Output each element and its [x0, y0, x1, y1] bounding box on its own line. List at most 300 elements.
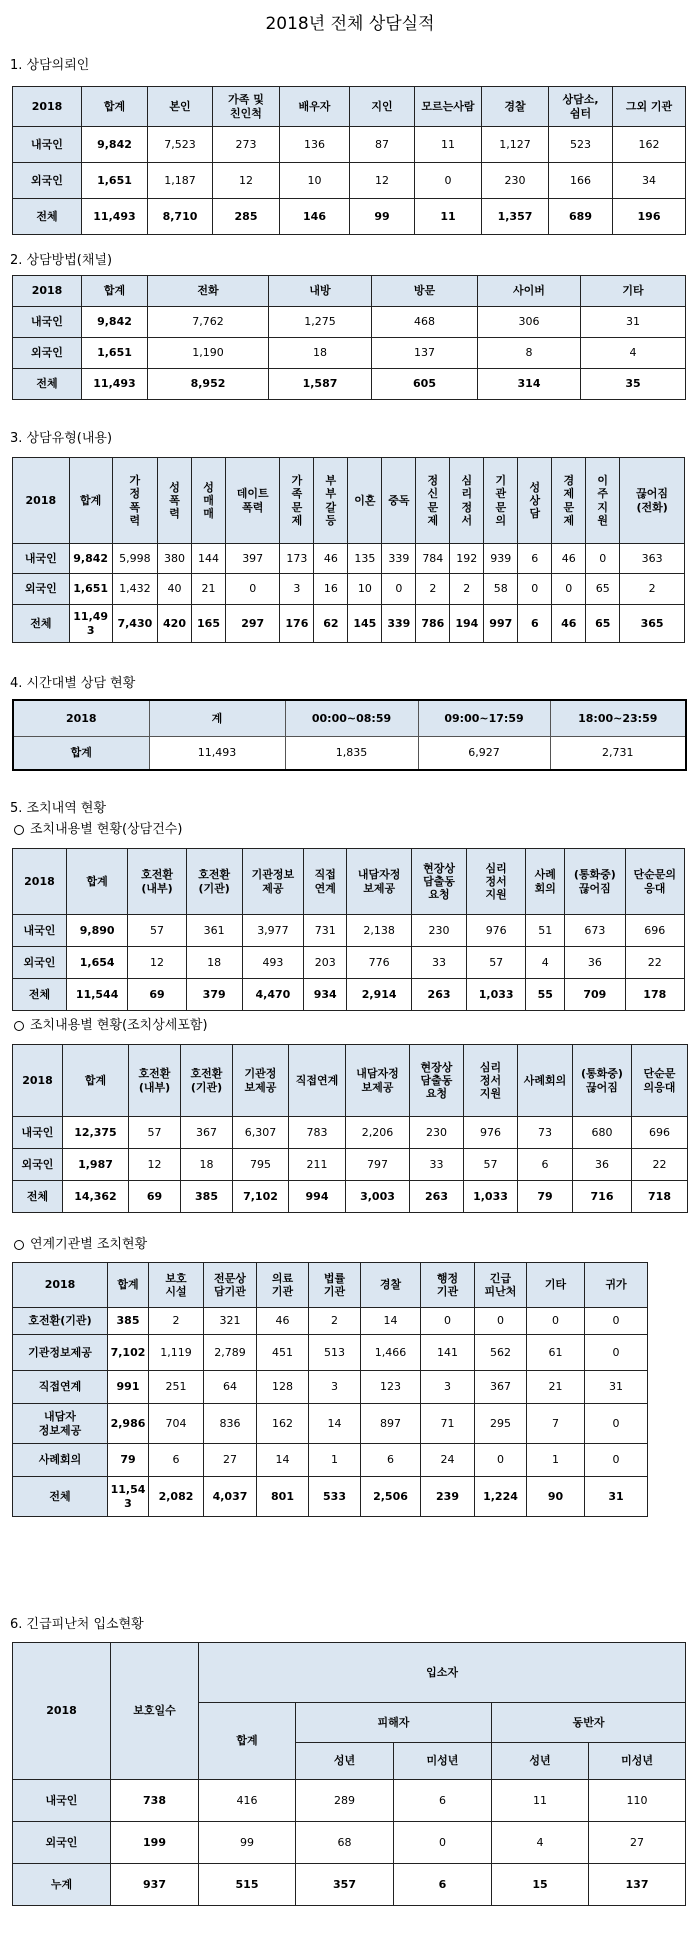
table-cell: 0	[475, 1444, 527, 1477]
header-cell: 내방	[269, 276, 372, 307]
header-cell: 기관정보 제공	[242, 849, 303, 915]
table-cell: 144	[192, 544, 226, 574]
table-row	[13, 307, 686, 338]
table-cell: 7,430	[112, 605, 157, 643]
table-cell: 716	[573, 1181, 632, 1213]
table-cell: 6	[518, 605, 552, 643]
header-cell: (통화중) 끊어짐	[573, 1045, 632, 1117]
table-cell: 451	[257, 1335, 309, 1371]
table-cell: 110	[589, 1780, 686, 1822]
table-cell: 46	[257, 1308, 309, 1335]
header-cell: 경찰	[361, 1263, 421, 1308]
table-cell: 0	[518, 574, 552, 605]
table-cell: 7,523	[148, 127, 213, 163]
table-cell: 14,362	[63, 1181, 129, 1213]
table-cell: 0	[585, 1444, 648, 1477]
table-cell: 0	[226, 574, 280, 605]
table-cell: 562	[475, 1335, 527, 1371]
table-cell: 365	[620, 605, 685, 643]
table-cell: 12	[350, 163, 415, 199]
table-cell: 1,119	[149, 1335, 204, 1371]
table-row	[13, 1181, 688, 1213]
table-cell: 11	[415, 199, 482, 235]
table-cell: 1,187	[148, 163, 213, 199]
header-cell: 지인	[350, 87, 415, 127]
table-cell: 1,432	[112, 574, 157, 605]
table-cell: 1,357	[482, 199, 549, 235]
table-row	[13, 1444, 648, 1477]
header-victim-minor: 미성년	[394, 1743, 492, 1780]
table-cell: 33	[410, 1149, 464, 1181]
table-cell: 339	[382, 605, 416, 643]
table-cell: 2,206	[346, 1117, 410, 1149]
table-cell: 141	[421, 1335, 475, 1371]
table-cell: 79	[518, 1181, 573, 1213]
table-cell: 123	[361, 1371, 421, 1404]
table-cell: 689	[549, 199, 613, 235]
table-cell: 709	[565, 979, 625, 1011]
row-label-cell: 내국인	[13, 1780, 111, 1822]
table-cell: 62	[314, 605, 348, 643]
header-cell: 이 주 지 원	[586, 458, 620, 544]
table-cell: 9,842	[82, 307, 148, 338]
table-cell: 57	[129, 1117, 181, 1149]
header-cell: 가 정 폭 력	[112, 458, 157, 544]
table-cell: 3	[309, 1371, 361, 1404]
table-cell: 1,651	[82, 163, 148, 199]
table-cell: 339	[382, 544, 416, 574]
row-label-cell: 기관정보제공	[13, 1335, 108, 1371]
subheading-action-count	[14, 818, 182, 837]
row-label-cell: 외국인	[13, 163, 82, 199]
table-cell: 385	[181, 1181, 233, 1213]
header-cell: 경찰	[482, 87, 549, 127]
header-cell: 보호 시설	[149, 1263, 204, 1308]
header-cell: 심 리 정 서	[450, 458, 484, 544]
table-cell: 7	[527, 1404, 585, 1444]
table-cell: 1,587	[269, 369, 372, 400]
table-cell: 73	[518, 1117, 573, 1149]
table-cell: 55	[526, 979, 565, 1011]
table-cell: 9,890	[66, 915, 127, 947]
table-row	[13, 1335, 648, 1371]
header-total: 합계	[199, 1703, 296, 1780]
table-cell: 11	[492, 1780, 589, 1822]
table-cell: 680	[573, 1117, 632, 1149]
header-cell: 성 폭 력	[158, 458, 192, 544]
table-cell: 99	[350, 199, 415, 235]
header-cell: 호전환 (내부)	[128, 849, 186, 915]
table-cell: 87	[350, 127, 415, 163]
header-cell: 직접연계	[289, 1045, 346, 1117]
table-cell: 493	[242, 947, 303, 979]
table-cell: 40	[158, 574, 192, 605]
table-cell: 2,986	[108, 1404, 149, 1444]
table-cell: 673	[565, 915, 625, 947]
table-cell: 420	[158, 605, 192, 643]
table-cell: 515	[199, 1864, 296, 1906]
table-cell: 165	[192, 605, 226, 643]
table-cell: 397	[226, 544, 280, 574]
table-cell: 2,082	[149, 1477, 204, 1517]
table-cell: 468	[372, 307, 478, 338]
table-row	[13, 1404, 648, 1444]
header-cell: 합계	[82, 87, 148, 127]
table-cell: 11,493	[82, 369, 148, 400]
header-cell: 기타	[581, 276, 686, 307]
table-cell: 934	[304, 979, 347, 1011]
table-row	[13, 1371, 648, 1404]
table-cell: 34	[613, 163, 686, 199]
table-cell: 704	[149, 1404, 204, 1444]
header-cell: 기타	[527, 1263, 585, 1308]
table-cell: 3	[421, 1371, 475, 1404]
table-cell: 18	[181, 1149, 233, 1181]
table-cell: 46	[314, 544, 348, 574]
header-row	[13, 849, 685, 915]
table-cell: 3,003	[346, 1181, 410, 1213]
header-row	[13, 87, 686, 127]
table-cell: 35	[581, 369, 686, 400]
table-cell: 783	[289, 1117, 346, 1149]
table-cell: 11,544	[66, 979, 127, 1011]
header-cell: 법률 기관	[309, 1263, 361, 1308]
header-cell: 합계	[66, 849, 127, 915]
table-cell: 797	[346, 1149, 410, 1181]
table-cell: 361	[186, 915, 242, 947]
header-cell: 행정 기관	[421, 1263, 475, 1308]
table-cell: 523	[549, 127, 613, 163]
table-row	[13, 163, 686, 199]
table-cell: 176	[280, 605, 314, 643]
header-cell: 현장상 담출동 요청	[410, 1045, 464, 1117]
row-label-cell: 전체	[13, 979, 67, 1011]
table-cell: 4	[581, 338, 686, 369]
header-cell: 호전환 (기관)	[181, 1045, 233, 1117]
table-cell: 18	[186, 947, 242, 979]
table-cell: 1	[309, 1444, 361, 1477]
table-cell: 21	[527, 1371, 585, 1404]
header-cell: 합계	[108, 1263, 149, 1308]
table-cell: 6	[394, 1864, 492, 1906]
header-victim: 피해자	[296, 1703, 492, 1743]
table-cell: 285	[213, 199, 280, 235]
table-cell: 2	[149, 1308, 204, 1335]
table-cell: 786	[416, 605, 450, 643]
table-cell: 6	[361, 1444, 421, 1477]
table-cell: 27	[204, 1444, 257, 1477]
subheading-action-detail	[14, 1014, 208, 1033]
table-cell: 6	[394, 1780, 492, 1822]
table-cell: 4	[526, 947, 565, 979]
header-cell: 계	[149, 700, 285, 736]
table-channel	[12, 275, 686, 400]
table-cell: 64	[204, 1371, 257, 1404]
table-cell: 1,224	[475, 1477, 527, 1517]
table-cell: 65	[586, 605, 620, 643]
table-cell: 784	[416, 544, 450, 574]
table-cell: 718	[632, 1181, 688, 1213]
table-cell: 367	[181, 1117, 233, 1149]
table-cell: 36	[565, 947, 625, 979]
header-cell: 이혼	[348, 458, 382, 544]
table-cell: 0	[585, 1308, 648, 1335]
table-cell: 0	[585, 1404, 648, 1444]
header-cell: 중독	[382, 458, 416, 544]
table-cell: 2,789	[204, 1335, 257, 1371]
table-cell: 203	[304, 947, 347, 979]
table-cell: 31	[581, 307, 686, 338]
header-cell: 내담자정 보제공	[347, 849, 412, 915]
table-cell: 8,710	[148, 199, 213, 235]
table-cell: 289	[296, 1780, 394, 1822]
table-cell: 0	[586, 544, 620, 574]
header-cell: 단순문 의응대	[632, 1045, 688, 1117]
header-cell: 긴급 피난처	[475, 1263, 527, 1308]
table-row	[13, 736, 686, 770]
table-cell: 738	[111, 1780, 199, 1822]
table-cell: 1	[527, 1444, 585, 1477]
table-row	[13, 574, 685, 605]
section-heading-requester: 1. 상담의뢰인	[10, 58, 90, 73]
table-cell: 46	[552, 605, 586, 643]
table-cell: 7,102	[108, 1335, 149, 1371]
table-cell: 58	[484, 574, 518, 605]
table-cell: 263	[412, 979, 467, 1011]
table-cell: 24	[421, 1444, 475, 1477]
header-cell: 2018	[13, 276, 82, 307]
table-cell: 146	[280, 199, 350, 235]
table-cell: 10	[348, 574, 382, 605]
table-row	[13, 369, 686, 400]
table-row	[13, 979, 685, 1011]
table-cell: 363	[620, 544, 685, 574]
table-cell: 976	[464, 1117, 518, 1149]
header-cell: 배우자	[280, 87, 350, 127]
header-cell: 심리 정서 지원	[464, 1045, 518, 1117]
table-cell: 0	[421, 1308, 475, 1335]
header-cell: 2018	[13, 849, 67, 915]
table-shelter	[12, 1642, 686, 1906]
table-cell: 731	[304, 915, 347, 947]
table-row	[13, 1149, 688, 1181]
table-cell: 939	[484, 544, 518, 574]
table-cell: 6,927	[418, 736, 550, 770]
table-row	[13, 338, 686, 369]
table-row	[13, 1308, 648, 1335]
header-cell: 합계	[82, 276, 148, 307]
table-cell: 4	[492, 1822, 589, 1864]
table-cell: 605	[372, 369, 478, 400]
table-cell: 65	[586, 574, 620, 605]
table-cell: 6	[149, 1444, 204, 1477]
header-cell: 그외 기관	[613, 87, 686, 127]
table-cell: 2,914	[347, 979, 412, 1011]
table-cell: 57	[467, 947, 526, 979]
circle-bullet-icon	[14, 1021, 24, 1031]
table-cell: 173	[280, 544, 314, 574]
table-cell: 251	[149, 1371, 204, 1404]
header-row	[13, 1045, 688, 1117]
table-cell: 14	[361, 1308, 421, 1335]
table-cell: 273	[213, 127, 280, 163]
table-cell: 8,952	[148, 369, 269, 400]
header-cell: 내담자정 보제공	[346, 1045, 410, 1117]
header-cell: 호전환 (기관)	[186, 849, 242, 915]
page-title: 2018년 전체 상담실적	[265, 14, 435, 34]
table-cell: 16	[314, 574, 348, 605]
table-cell: 776	[347, 947, 412, 979]
table-row	[13, 915, 685, 947]
table-cell: 57	[128, 915, 186, 947]
header-cell: 전문상 담기관	[204, 1263, 257, 1308]
subheading-linked-agency-text: 연계기관별 조치현황	[30, 1237, 148, 1252]
table-cell: 3	[280, 574, 314, 605]
table-cell: 295	[475, 1404, 527, 1444]
header-entrants: 입소자	[199, 1643, 686, 1703]
header-cell: 2018	[13, 87, 82, 127]
table-cell: 33	[412, 947, 467, 979]
table-cell: 1,466	[361, 1335, 421, 1371]
table-cell: 2	[450, 574, 484, 605]
table-cell: 230	[412, 915, 467, 947]
row-label-cell: 외국인	[13, 1149, 63, 1181]
table-cell: 976	[467, 915, 526, 947]
row-label-cell: 사례회의	[13, 1444, 108, 1477]
table-cell: 2,731	[550, 736, 686, 770]
header-cell: 사례회의	[518, 1045, 573, 1117]
header-companion-minor: 미성년	[589, 1743, 686, 1780]
header-cell: 2018	[13, 458, 70, 544]
table-row	[13, 1780, 686, 1822]
table-cell: 137	[372, 338, 478, 369]
table-time	[12, 699, 687, 771]
table-cell: 14	[309, 1404, 361, 1444]
row-label-cell: 전체	[13, 605, 70, 643]
table-cell: 14	[257, 1444, 309, 1477]
table-cell: 306	[478, 307, 581, 338]
table-cell: 5,998	[112, 544, 157, 574]
table-row	[13, 947, 685, 979]
table-cell: 385	[108, 1308, 149, 1335]
section-heading-time: 4. 시간대별 상담 현황	[10, 676, 136, 691]
table-cell: 12	[128, 947, 186, 979]
table-cell: 11,54 3	[108, 1477, 149, 1517]
table-cell: 57	[464, 1149, 518, 1181]
header-cell: 성 상 담	[518, 458, 552, 544]
table-cell: 1,190	[148, 338, 269, 369]
header-cell: 끊어짐 (전화)	[620, 458, 685, 544]
table-cell: 230	[482, 163, 549, 199]
table-cell: 2,506	[361, 1477, 421, 1517]
table-cell: 7,102	[233, 1181, 289, 1213]
header-cell: 경 제 문 제	[552, 458, 586, 544]
table-cell: 2	[416, 574, 450, 605]
row-label-cell: 전체	[13, 1477, 108, 1517]
table-requester	[12, 86, 686, 235]
header-protection-days: 보호일수	[111, 1643, 199, 1780]
row-label-cell: 전체	[13, 199, 82, 235]
table-cell: 2	[309, 1308, 361, 1335]
table-cell: 192	[450, 544, 484, 574]
table-cell: 79	[108, 1444, 149, 1477]
table-cell: 9,842	[82, 127, 148, 163]
row-label-cell: 합계	[13, 736, 149, 770]
table-cell: 69	[128, 979, 186, 1011]
table-cell: 533	[309, 1477, 361, 1517]
row-label-cell: 전체	[13, 369, 82, 400]
header-cell: 심리 정서 지원	[467, 849, 526, 915]
table-row	[13, 1477, 648, 1517]
table-cell: 0	[394, 1822, 492, 1864]
header-cell: 모르는사람	[415, 87, 482, 127]
table-cell: 801	[257, 1477, 309, 1517]
table-cell: 513	[309, 1335, 361, 1371]
table-cell: 4,037	[204, 1477, 257, 1517]
table-cell: 836	[204, 1404, 257, 1444]
table-cell: 1,127	[482, 127, 549, 163]
table-cell: 1,275	[269, 307, 372, 338]
row-label-cell: 내담자 정보제공	[13, 1404, 108, 1444]
table-cell: 11,493	[82, 199, 148, 235]
header-cell: 09:00~17:59	[418, 700, 550, 736]
table-cell: 321	[204, 1308, 257, 1335]
table-cell: 199	[111, 1822, 199, 1864]
table-cell: 11,493	[149, 736, 285, 770]
row-label-cell: 외국인	[13, 338, 82, 369]
table-cell: 211	[289, 1149, 346, 1181]
table-cell: 6	[518, 544, 552, 574]
header-cell: 기 관 문 의	[484, 458, 518, 544]
table-cell: 2,138	[347, 915, 412, 947]
table-cell: 6	[518, 1149, 573, 1181]
header-year: 2018	[13, 1643, 111, 1780]
table-cell: 997	[484, 605, 518, 643]
table-cell: 9,842	[69, 544, 112, 574]
table-cell: 696	[625, 915, 684, 947]
section-heading-shelter: 6. 긴급피난처 입소현황	[10, 1617, 144, 1632]
table-cell: 3,977	[242, 915, 303, 947]
header-cell: 2018	[13, 1263, 108, 1308]
header-cell: 00:00~08:59	[285, 700, 418, 736]
header-cell: 2018	[13, 700, 149, 736]
table-cell: 367	[475, 1371, 527, 1404]
header-cell: 부 부 갈 등	[314, 458, 348, 544]
table-cell: 51	[526, 915, 565, 947]
table-cell: 11	[415, 127, 482, 163]
header-cell: 정 신 문 제	[416, 458, 450, 544]
subheading-linked-agency	[14, 1233, 147, 1252]
table-cell: 12,375	[63, 1117, 129, 1149]
header-victim-adult: 성년	[296, 1743, 394, 1780]
header-cell: 사례 회의	[526, 849, 565, 915]
table-cell: 0	[527, 1308, 585, 1335]
header-companion-adult: 성년	[492, 1743, 589, 1780]
table-cell: 136	[280, 127, 350, 163]
table-cell: 2	[620, 574, 685, 605]
header-row	[13, 1263, 648, 1308]
header-cell: 가족 및 친인척	[213, 87, 280, 127]
table-cell: 71	[421, 1404, 475, 1444]
header-cell: 귀가	[585, 1263, 648, 1308]
table-row	[13, 544, 685, 574]
table-cell: 61	[527, 1335, 585, 1371]
row-label-cell: 외국인	[13, 947, 67, 979]
row-label-cell: 호전환(기관)	[13, 1308, 108, 1335]
table-cell: 8	[478, 338, 581, 369]
header-cell: 합계	[69, 458, 112, 544]
table-cell: 166	[549, 163, 613, 199]
